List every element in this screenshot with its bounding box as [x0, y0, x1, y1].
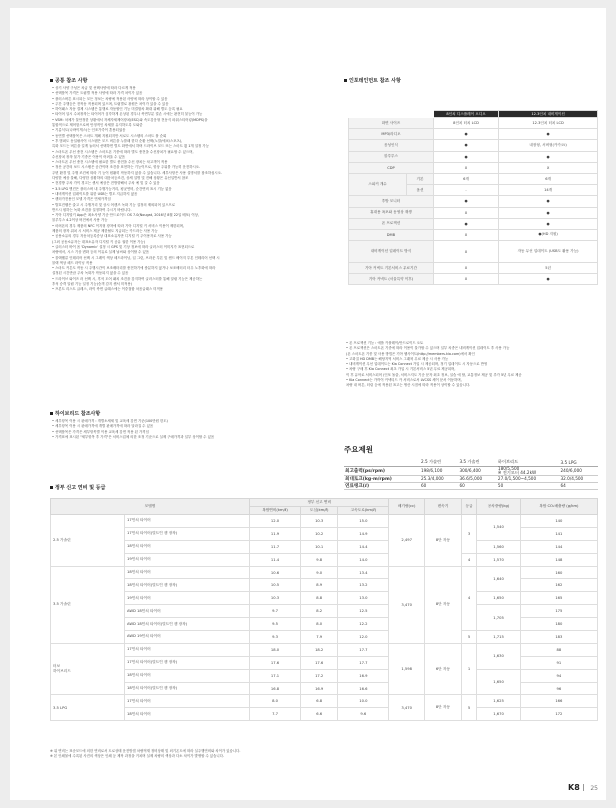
note-line: 다양한 예상 불해, 다양한 상황하의 대응차등조건, 상세 설명 및 진해 상황은 유선일반서 참조: [52, 176, 189, 181]
model-group-name: 3.5 가솔린: [51, 566, 125, 643]
table-row: 기아 커넥트 (서울특약 이후) X ●: [349, 274, 598, 285]
model-group-name: 3.5 LPG: [51, 695, 125, 721]
section-title-spec-grade: 정부 신고 연비 및 등급: [50, 484, 105, 491]
note-line: • 스마트 커튼도 작동 시 주행시간이 보조배터리를 충전하기에 충분하지 않거나 보조배터리 터우 노후화에 따라: [52, 266, 216, 271]
trim-name: 17인치 타이어: [125, 643, 250, 656]
infotainment-header-row: [349, 111, 598, 118]
note-line: • 상기 사양 구성은 차급 및 선택사양에 따라 다르게 적용: [52, 86, 136, 90]
highway-efficiency: 17.7: [338, 656, 389, 669]
model-name: K8: [568, 783, 580, 792]
fuel-cell: 32.0/4,500: [560, 476, 599, 483]
table-row: MP3/라디오 ● ●: [349, 129, 598, 140]
note-line: • 정산 공간의 보드 시스템은 공간이며 조건을 표현하는 기능이므로, 항상 주위를 가능히 운전하시오.: [52, 165, 201, 170]
curb-weight: 1,570: [477, 553, 520, 566]
co2-emission: 172: [520, 708, 597, 721]
highway-efficiency: 13.4: [338, 566, 389, 579]
combined-efficiency: 11.9: [250, 527, 301, 540]
efficiency-grade: 4: [461, 566, 477, 630]
table-row: 휴대용 폭포와 동영상 재생 X ●: [349, 207, 598, 218]
fuel-cell: 180/5,500 ※ 전기모터 44.2kW: [497, 466, 560, 476]
table-row: [51, 592, 598, 605]
city-efficiency: 6.8: [301, 695, 338, 708]
city-efficiency: 16.9: [301, 682, 338, 695]
highway-efficiency: 15.0: [338, 515, 389, 528]
curb-weight: 1,540: [477, 515, 520, 541]
spec-header-row-2: 복합연비(km/ℓ) 도심(km/ℓ) 고속도로(km/ℓ): [51, 507, 598, 515]
trim-name: 17인치 타이어(빌트인 캠 장착): [125, 527, 250, 540]
fuel-header-row: 2.5 가솔린 3.5 가솔린 하이브리드 3.5 LPG: [344, 459, 598, 466]
combined-efficiency: 11.7: [250, 540, 301, 553]
combined-efficiency: 10.3: [250, 592, 301, 605]
combined-efficiency: 9.3: [250, 631, 301, 644]
co2-emission: 175: [520, 605, 597, 618]
section-title-infotainment: 인포테인먼트 참조 사항: [344, 77, 401, 84]
fuel-cell: 25.3/4,000: [420, 476, 458, 483]
trim-name: AWD 18인치 타이어: [125, 605, 250, 618]
table-row: [51, 669, 598, 682]
spec-footnotes: ※ 위 연비는 표준모드에 의한 연비로서 도로상태 운전방법 차량적재 정비상태 및 외기온도에 따라 실주행연비와 차이가 있습니다. ※ 본 인쇄물에 수록된 사진의 색상은 인쇄 등 제작 과정을 거치며 실제 차량의 색상과 다소 차이가 발생할 수 있습니다.: [50, 749, 241, 758]
note-line: • 클러스터 바이 옵 'Dynamic' 설정 시 GPS 및 기상 정보에 따라 클러스터 이미지가 표현되으로: [52, 244, 195, 249]
table-row: [51, 631, 598, 644]
trim-name: 17인치 타이어: [125, 695, 250, 708]
note-line: • 기름식도(나바이게스)는 인조가죽이 혼용되었음: [52, 128, 126, 133]
table-row: [51, 708, 598, 721]
note-line: • VSM: 차체가 불안정한 상황에서 자체자세제어장치(ESC)와 속도감응형 전동식 파워스티어링(MDPS)을: [52, 117, 208, 122]
curb-weight: 1,630: [477, 643, 520, 669]
city-efficiency: 6.6: [301, 708, 338, 721]
note-line: • 폰 프로젝션은 스마트폰 기종에 따라 이용이 불가할 수 있으며 일부 차종은 내비게이션 업데이트 후 사용 가능: [346, 346, 510, 351]
highway-efficiency: 9.6: [338, 708, 389, 721]
fuel-row-label: 최고출력(ps/rpm): [344, 466, 420, 476]
transmission: 6단 자동: [425, 643, 462, 695]
co2-emission: 160: [520, 566, 597, 579]
note-line: • 프론트 리스트 글레스, 라이 측면 글래스에는 이중접합 차음글래스 미적용: [52, 287, 164, 292]
highway-efficiency: 14.9: [338, 527, 389, 540]
combined-efficiency: 9.7: [250, 605, 301, 618]
note-line: 주변 환경 및 주행 조건에 따라 기 능이 원활히 작동하지 않을 수 있습니다. 세부사항은 사용 설명서를 참조하십시오.: [52, 170, 223, 175]
city-efficiency: 9.0: [301, 566, 338, 579]
combined-efficiency: 17.6: [250, 656, 301, 669]
trim-name: 17인치 타이어(빌트인 캠 장착): [125, 656, 250, 669]
note-line: • 후 범퍼도 동일필사이 시스템은 모드 버튼을 누를때 한다 순환 선택(노말/에코/스포츠),: [52, 138, 183, 143]
catalog-page: [10, 8, 606, 800]
note-line: • 주간 주행등은 전작동 적용되며 있으며, 트림별로 광원은 차이가 있을 수 있음: [52, 101, 169, 106]
trim-name: 18인치 타이어(빌트인 캠 장착): [125, 579, 250, 592]
combined-efficiency: 10.6: [250, 566, 301, 579]
trim-name: 19인치 타이어: [125, 592, 250, 605]
note-line: 이 후 유아로 서비스되어 (인포 돌출, 서비스지도 기준 문자 최초 정보, 실습 에 할, 교통정보 제공 및 추가 5년 무료 제공: [346, 372, 522, 377]
trim-name: 19인치 타이어: [125, 553, 250, 566]
fuel-cell: 36.6/5,000: [458, 476, 496, 483]
table-row: [51, 553, 598, 566]
fuel-cell: 50: [497, 483, 560, 490]
table-row: 블루투스 ● ●: [349, 151, 598, 162]
city-efficiency: 8.9: [301, 579, 338, 592]
co2-emission: 144: [520, 540, 597, 553]
note-line: 차량에서, 시스 기상 변화 등의 이유로 실제 날씨와 상이할 수 있음: [52, 250, 150, 255]
combined-efficiency: 12.0: [250, 515, 301, 528]
fuel-row: [344, 483, 598, 490]
co2-emission: 165: [520, 592, 597, 605]
curb-weight: 1,640: [477, 566, 520, 592]
note-line: • 가격표에 표시된 "세부항목 후 가격"은 서비스업체 의한 조정 기준으로 실제 구매가격과 일부 상이할 수 있음: [52, 434, 215, 439]
note-line: • 선택품목은 가격은 세부항목별 이용 교육세 감면 적용 된 가격임: [52, 429, 149, 434]
note-line: • 기아 디지털키 App은 최소사양 기준 안드로이드 OS 7.0(Nougat, 2016년 8월 22일 배포) 이상,: [52, 213, 199, 218]
city-efficiency: 9.8: [301, 553, 338, 566]
note-line: (폰 스마트폰 기종 및 사용 방법은 기아 웹사이트(http://members.kia.com)에서 확인: [346, 351, 475, 356]
note-line: 제품의 장착 위치 시 서비스 제공 제한될도 지급되는 카드라는 사용 가능: [52, 229, 158, 234]
trim-name: 17인치 타이어: [125, 515, 250, 528]
note-line: 수신장치 장착 불가 기종은 이용이 어려울 수 있음: [52, 154, 126, 159]
efficiency-grade: 1: [461, 643, 477, 695]
city-efficiency: 17.6: [301, 656, 338, 669]
table-row: [51, 643, 598, 656]
note-line: 블루투스 4.2이상 버전에서 사용 가능: [52, 218, 108, 223]
note-line: 차량 내 버튼, 터링 등에 적용된 표고는 생산 시점에 따라 적용이 상이할 수 있습니다.: [346, 383, 471, 388]
trim-name: AWD 18인치 타이어(빌트인 캠 장착): [125, 618, 250, 631]
hybrid-caution-notes: [52, 419, 334, 440]
highway-efficiency: 16.6: [338, 682, 389, 695]
note-line: • 차량 구매 후 Kia Connect 최초 가입 시 기본서비스 5년 무료 제공되며,: [346, 367, 456, 372]
co2-emission: 94: [520, 669, 597, 682]
note-line: 설정된 시간만큼 주차 녹화가 작동되지 않을 수 있음: [52, 271, 129, 276]
co2-emission: 140: [520, 515, 597, 528]
note-line: • 전경방 주차 가이 경고는 센서 예상은 전방향해서 주차 예 및 갈 수 있음: [52, 181, 160, 186]
co2-emission: 88: [520, 643, 597, 656]
combined-efficiency: 9.5: [250, 618, 301, 631]
page-number: 25: [590, 785, 598, 792]
curb-weight: 1,625: [477, 695, 520, 708]
trim-name: 18인치 타이어(빌트인 캠 장착): [125, 682, 250, 695]
note-line: • 폰 프로젝션 기능 : 애플 카플레이/안드로이드 오토: [346, 341, 424, 345]
fuel-cell: 240/6,000: [560, 466, 599, 476]
combined-efficiency: 10.5: [250, 579, 301, 592]
note-line: (그외 공동소유자는 대표소유자 디지털 키 공유 권한 이용 가능): [52, 239, 146, 244]
note-line: • 하이패스 자동 결제 시스템은 통행료 자동할인 기능 미결합차 확대 위해 별도 등록 필요: [52, 107, 183, 112]
efficiency-grade: 5: [461, 695, 477, 721]
note-line: • 블랙웰류 인테리어 선택 시 그레이 색상 헤드라이닝, 입 그린, 브라운 투톤 및 센드 베이지 투톤 인테리어 선택 시: [52, 255, 220, 260]
combined-efficiency: 16.8: [250, 682, 301, 695]
note-line: • 세부항목 이용 시 판매가격 : 개별소세세 및 교육세 감면 기준(100만원 한도): [52, 419, 168, 423]
note-line: 반드시 원하는 녹화 조건을 설정하여 주시기 바랍니다.: [52, 207, 132, 212]
combined-efficiency: 18.0: [250, 643, 301, 656]
spec-header-row-1: 모델명 정부 신고 연비 배기량(cc) 변속기 등급 공차중량(kg) 복합 CO₂배출량 (g/km): [51, 499, 598, 507]
combined-efficiency: 7.7: [250, 708, 301, 721]
note-line: • 고화질 HD DMB는 해당지역 서비스 그래픽 무료 제공 시 사용 가능: [346, 356, 449, 361]
table-row: [51, 540, 598, 553]
fuel-cell: 300/6,400: [458, 466, 496, 476]
section-title-common-caution: 공통 참조 사항: [50, 77, 87, 84]
table-row: 옵션 - 14개: [349, 185, 598, 196]
table-row: 후방 모니터 ● ●: [349, 196, 598, 207]
combined-efficiency: 8.0: [250, 695, 301, 708]
highway-efficiency: 10.0: [338, 695, 389, 708]
city-efficiency: 10.2: [301, 527, 338, 540]
city-efficiency: 17.2: [301, 669, 338, 682]
note-line: 후석 승객 알림 기능 일정 기능(승객 감지 센서 미적용): [52, 281, 133, 286]
displacement: 3,470: [389, 695, 425, 721]
trim-name: 18인치 타이어: [125, 566, 250, 579]
note-line: • 내비게이션 업데이트를 위한 USB는 별도 지급하지 않음: [52, 191, 138, 196]
infotainment-notes: [346, 341, 602, 389]
note-line: • 선택품목 가격은 트림별 적용 사양에 따라 가격 차이가 있음: [52, 91, 143, 96]
highway-efficiency: 17.7: [338, 643, 389, 656]
co2-emission: 96: [520, 682, 597, 695]
highway-efficiency: 12.2: [338, 618, 389, 631]
combined-efficiency: 17.1: [250, 669, 301, 682]
city-efficiency: 8.0: [301, 618, 338, 631]
note-line: • 발호진웰은 출고 시 주행거리 및 상시 어렌즈 녹화 기능 설정의 제외되어 있으므로: [52, 202, 176, 207]
displacement: 2,497: [389, 515, 425, 567]
table-row: CDP X X: [349, 162, 598, 173]
note-line: • 마려폰의 경우 제품의 NFC 이지형 장착에 따라 기아 디지털 키 서비스 이용이 제한되며,: [52, 223, 185, 228]
table-row: 폰 프로젝션 ● ●: [349, 218, 598, 229]
note-line: • 렌터카전용인 모델 가격은 연세카격임: [52, 197, 111, 202]
fuel-row: [344, 476, 598, 483]
co2-emission: 183: [520, 631, 597, 644]
fuel-row: [344, 466, 598, 476]
highway-efficiency: 16.9: [338, 669, 389, 682]
note-line: • 세부항목 이용 시 판매가격에 개별 판매가격에 따라 달라질 수 있음: [52, 424, 154, 429]
table-row: [51, 515, 598, 528]
table-row: 음성인식 ● 내장형, 서버형(카카오i): [349, 140, 598, 151]
table-row: 내비게이션 업데이트 방식 X 자동 무선 업데이트 (USB도 활용 가능): [349, 241, 598, 263]
note-line: • 스마트폰 무선 충전 시스템에 필요한 별도 충전을 수신 장치는 차고객이 적용: [52, 160, 168, 165]
spec-grade-table: [50, 498, 598, 721]
curb-weight: 1,650: [477, 592, 520, 605]
combined-efficiency: 11.4: [250, 553, 301, 566]
table-row: [51, 566, 598, 579]
section-title-hybrid-caution: 하이브리드 참조사항: [50, 410, 100, 417]
table-row: DMB X ●(HD 지원): [349, 229, 598, 240]
fuel-row-label: 연료탱크(ℓ): [344, 483, 420, 490]
city-efficiency: 7.9: [301, 631, 338, 644]
note-line: • 플러스버튼 표시되는 모든 정보는 차량에 적용된 사양에 따라 상이할 수 있음: [52, 96, 168, 101]
note-line: • 스마트폰 무선 충전 시스템은 스마트폰 기종에 따라 별도 충전을 수신장치가 필요할 수 있으며,: [52, 149, 194, 154]
fuel-cell: 60: [458, 483, 496, 490]
city-efficiency: 10.1: [301, 540, 338, 553]
co2-emission: 180: [520, 618, 597, 631]
table-row: 기아 커넥트 기본서비스 무료기간 X 5년: [349, 263, 598, 274]
trim-name: 18인치 타이어: [125, 540, 250, 553]
curb-weight: 1,715: [477, 631, 520, 644]
curb-weight: 1,560: [477, 540, 520, 553]
note-line: • 타이어 압시 수치장착는 타이어가 심각하게 손상된 경우나 측면부분 결손 시에는 완전히 불능이 가능: [52, 112, 203, 117]
co2-emission: 166: [520, 695, 597, 708]
note-line: • 공용소유의 경우 자동차등록증상 대표소유자만 디지털 키 주이용자로 사용 가능: [52, 234, 172, 239]
table-row: 화면 사이즈 8인치 터치 LCD 12.3인치 터치 LCD: [349, 118, 598, 129]
fuel-cell: 198/6,100: [420, 466, 458, 476]
note-line: 특화 모드는 버튼을 길게 눌러서 선택하면 별도 화면에서 하며 드라이브 모드 또는 스마트 휠 1개 설정 가능: [52, 144, 209, 149]
page-footer: [568, 783, 598, 792]
highway-efficiency: 14.4: [338, 540, 389, 553]
fuel-cell: 60: [420, 483, 458, 490]
co2-emission: 148: [520, 553, 597, 566]
footer-divider: [583, 784, 584, 791]
note-line: 블랙 색상 헤드 라이닝 적용: [52, 260, 93, 265]
fuel-spec-title: 주요제원: [344, 445, 373, 454]
common-caution-notes: [52, 86, 334, 293]
curb-weight: 1,650: [477, 669, 520, 695]
trim-name: 18인치 타이어: [125, 669, 250, 682]
transmission: 8단 자동: [425, 695, 462, 721]
transmission: 8단 자동: [425, 515, 462, 567]
note-line: 통합적으로 제어함으로써 안정적인 차세를 유지하도록 도와줌: [52, 123, 143, 128]
note-line: • Kia Connect는 가까이 커넥티드 카 서비스로서 LVCSS 세이 문서 이동하며,: [346, 378, 462, 383]
infotainment-col-8inch: 8인치 디스플레이 오디오: [433, 111, 498, 118]
model-group-name: 2.5 가솔린: [51, 515, 125, 567]
trim-name: 18인치 타이어: [125, 708, 250, 721]
efficiency-grade: 3: [461, 515, 477, 554]
co2-emission: 91: [520, 656, 597, 669]
infotainment-col-12inch: 12.3인치 내비게이션: [499, 111, 598, 118]
city-efficiency: 8.2: [301, 605, 338, 618]
co2-emission: 141: [520, 527, 597, 540]
table-row: [51, 695, 598, 708]
displacement: 1,598: [389, 643, 425, 695]
fuel-cell: 64: [560, 483, 599, 490]
efficiency-grade: 5: [461, 631, 477, 644]
curb-weight: 1,670: [477, 708, 520, 721]
highway-efficiency: 12.0: [338, 631, 389, 644]
efficiency-grade: 4: [461, 553, 477, 566]
infotainment-spec-table: [348, 110, 598, 285]
highway-efficiency: 13.2: [338, 579, 389, 592]
transmission: 8단 자동: [425, 566, 462, 643]
note-line: • 내비게이션 무선 업데이트는 Kia Connect 가입 시 제공되며, 정기 업데이트 시 자동으로 반영: [346, 362, 488, 367]
curb-weight: 1,705: [477, 605, 520, 631]
fuel-row-label: 최대토크(kg·m/rpm): [344, 476, 420, 483]
fuel-cell: 27.0/1,500~4,500: [497, 476, 560, 483]
table-row: 스피커 개수 기본 6개 6개: [349, 173, 598, 184]
highway-efficiency: 13.0: [338, 592, 389, 605]
model-group-name: 터보 하이브리드: [51, 643, 125, 695]
trim-name: AWD 19인치 타이어: [125, 631, 250, 644]
note-line: • 드라이브 와이즈 러 선택 시, 후석 도어 패치 조건을 감지하여 클러스터를 통해 알림 기능은 제공하는: [52, 276, 203, 281]
note-line: • 동연별 선택품목은 스마트 개폐 지원되지만 서로도 시스템의 스마트 폴 순회: [52, 133, 167, 138]
note-line: • 3.5 LPG 엔진은 플러스버 내 주행가능거리, 평균연비, 순간연비 표시 기능 없음: [52, 186, 172, 191]
city-efficiency: 8.8: [301, 592, 338, 605]
fuel-spec-table: [344, 459, 598, 490]
city-efficiency: 18.2: [301, 643, 338, 656]
highway-efficiency: 14.0: [338, 553, 389, 566]
displacement: 3,470: [389, 566, 425, 643]
table-row: [51, 605, 598, 618]
co2-emission: 162: [520, 579, 597, 592]
city-efficiency: 10.3: [301, 515, 338, 528]
highway-efficiency: 12.5: [338, 605, 389, 618]
